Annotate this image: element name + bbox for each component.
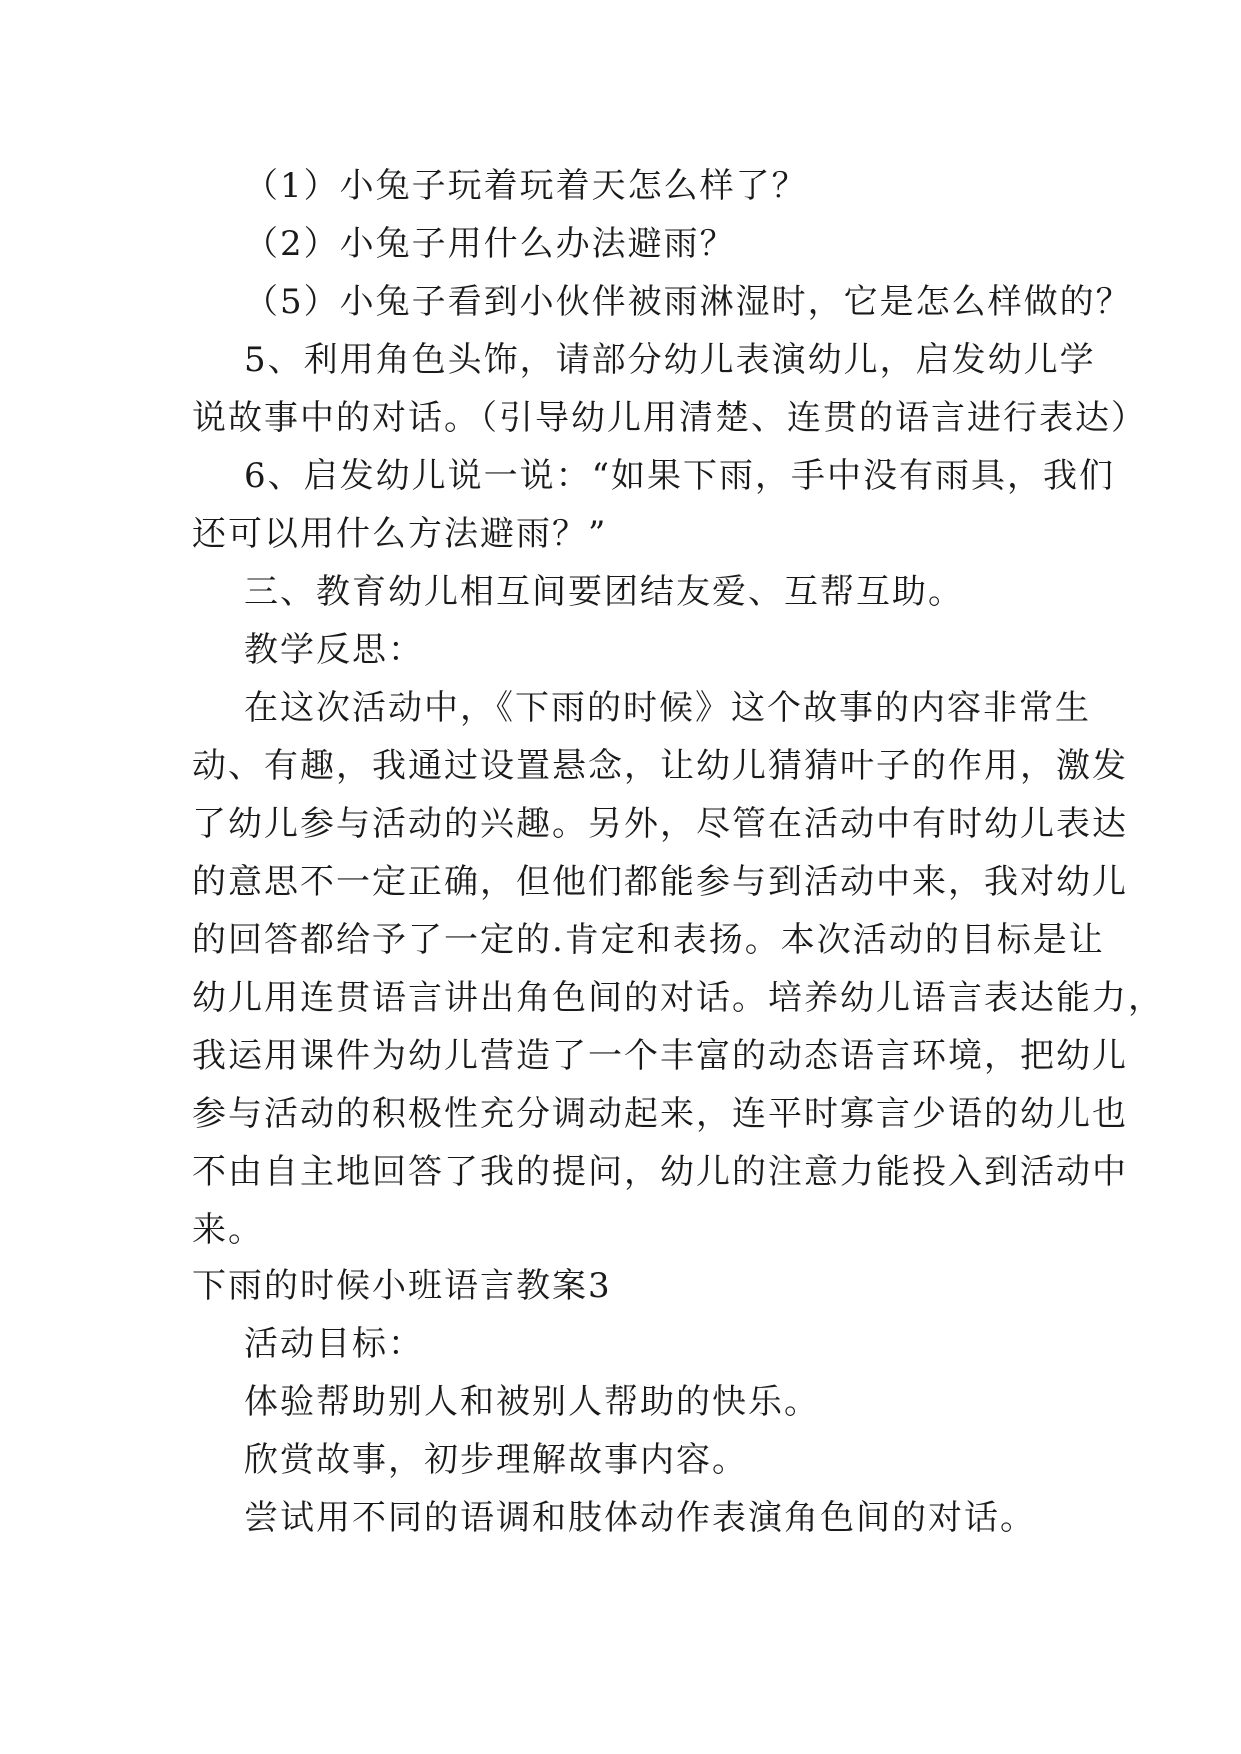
objective-3: 尝试用不同的语调和肢体动作表演角色间的对话。 [244, 1498, 1036, 1538]
reflection-line-3: 了幼儿参与活动的兴趣。另外，尽管在活动中有时幼儿表达 [192, 804, 1128, 844]
section-title: 下雨的时候小班语言教案3 [192, 1266, 612, 1306]
objective-2: 欣赏故事，初步理解故事内容。 [244, 1440, 748, 1480]
reflection-line-5: 的回答都给予了一定的.肯定和表扬。本次活动的目标是让 [192, 920, 1105, 960]
section-three: 三、教育幼儿相互间要团结友爱、互帮互助。 [244, 572, 964, 612]
question-1: （1）小兔子玩着玩着天怎么样了？ [244, 166, 808, 206]
reflection-heading: 教学反思： [244, 630, 424, 670]
question-5: （5）小兔子看到小伙伴被雨淋湿时，它是怎么样做的？ [244, 282, 1132, 322]
reflection-line-7: 我运用课件为幼儿营造了一个丰富的动态语言环境，把幼儿 [192, 1036, 1128, 1076]
reflection-line-8: 参与活动的积极性充分调动起来，连平时寡言少语的幼儿也 [192, 1094, 1128, 1134]
reflection-line-1: 在这次活动中，《下雨的时候》这个故事的内容非常生 [244, 688, 1091, 728]
step-6-line-1: 6、启发幼儿说一说：“如果下雨，手中没有雨具，我们 [244, 456, 1116, 496]
reflection-line-6: 幼儿用连贯语言讲出角色间的对话。培养幼儿语言表达能力， [192, 978, 1164, 1018]
objectives-heading: 活动目标： [244, 1324, 424, 1364]
question-2: （2）小兔子用什么办法避雨？ [244, 224, 736, 264]
reflection-line-4: 的意思不一定正确，但他们都能参与到活动中来，我对幼儿 [192, 862, 1128, 902]
objective-1: 体验帮助别人和被别人帮助的快乐。 [244, 1382, 820, 1422]
reflection-line-9: 不由自主地回答了我的提问，幼儿的注意力能投入到活动中 [192, 1152, 1128, 1192]
step-5-line-1: 5、利用角色头饰，请部分幼儿表演幼儿，启发幼儿学 [244, 340, 1096, 380]
reflection-line-2: 动、有趣，我通过设置悬念，让幼儿猜猜叶子的作用，激发 [192, 746, 1128, 786]
step-6-line-2: 还可以用什么方法避雨？” [192, 514, 608, 554]
reflection-line-10: 来。 [192, 1210, 264, 1250]
step-5-line-2: 说故事中的对话。（引导幼儿用清楚、连贯的语言进行表达） [192, 398, 1147, 438]
